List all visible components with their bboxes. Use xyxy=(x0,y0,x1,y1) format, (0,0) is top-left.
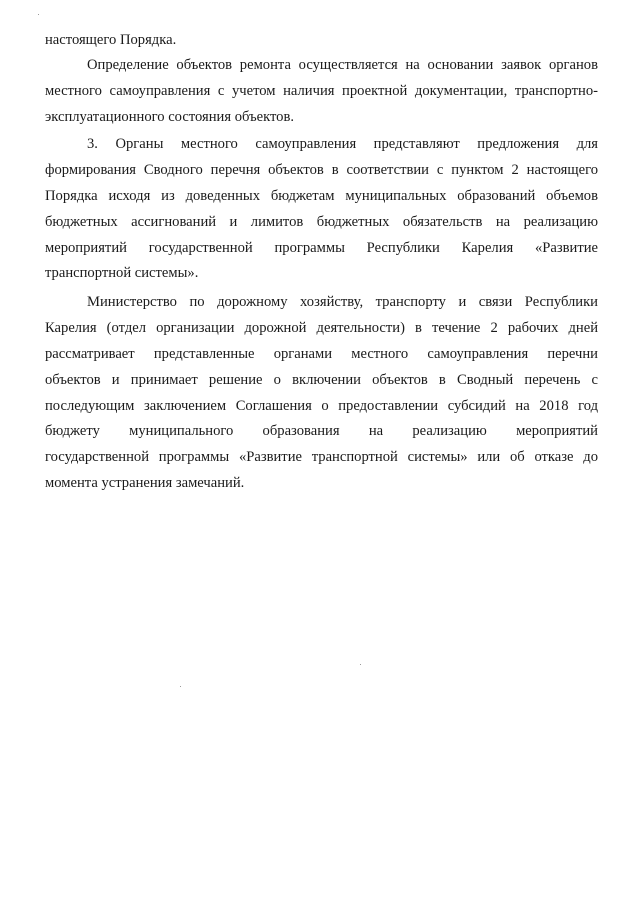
scan-speck xyxy=(360,664,361,665)
text-line: Министерство по дорожному хозяйству, транспорту и связи Республики xyxy=(87,294,598,310)
text-line: эксплуатационного состояния объектов. xyxy=(45,108,295,125)
text-line: бюджету муниципального образования на реализацию мероприятий xyxy=(45,423,598,440)
text-line: 3. Органы местного самоуправления представляют предложения для xyxy=(87,136,598,152)
text-line: формирования Сводного перечня объектов в соответствии с пунктом 2 настоящего xyxy=(45,161,598,178)
paragraph-ministry xyxy=(45,290,598,497)
text-line: рассматривает представленные органами местного самоуправления перечни xyxy=(45,345,598,362)
scan-speck xyxy=(180,686,181,687)
text-line: Карелия (отдел организации дорожной деятельности) в течение 2 рабочих дней xyxy=(45,319,598,336)
continuation-text xyxy=(45,28,598,54)
text-line: последующим заключением Соглашения о предоставлении субсидий на 2018 год xyxy=(45,397,598,414)
text-line: транспортной системы». xyxy=(45,265,199,282)
text-line: Порядка исходя из доведенных бюджетам муниципальных образований объемов xyxy=(45,187,598,204)
text-line: момента устранения замечаний. xyxy=(45,475,245,492)
text-line: Определение объектов ремонта осуществляется на основании заявок органов xyxy=(87,57,598,73)
paragraph-3 xyxy=(45,132,598,287)
text-line: объектов и принимает решение о включении объектов в Сводный перечень с xyxy=(45,371,598,388)
text-line: бюджетных ассигнований и лимитов бюджетных обязательств на реализацию xyxy=(45,213,598,230)
text-line: мероприятий государственной программы Республики Карелия «Развитие xyxy=(45,239,598,256)
paragraph-definition xyxy=(45,53,598,131)
scan-speck xyxy=(38,14,39,15)
text-line: настоящего Порядка. xyxy=(45,32,177,48)
text-line: государственной программы «Развитие транспортной системы» или об отказе до xyxy=(45,449,598,466)
text-line: местного самоуправления с учетом наличия проектной документации, транспортно- xyxy=(45,82,598,99)
